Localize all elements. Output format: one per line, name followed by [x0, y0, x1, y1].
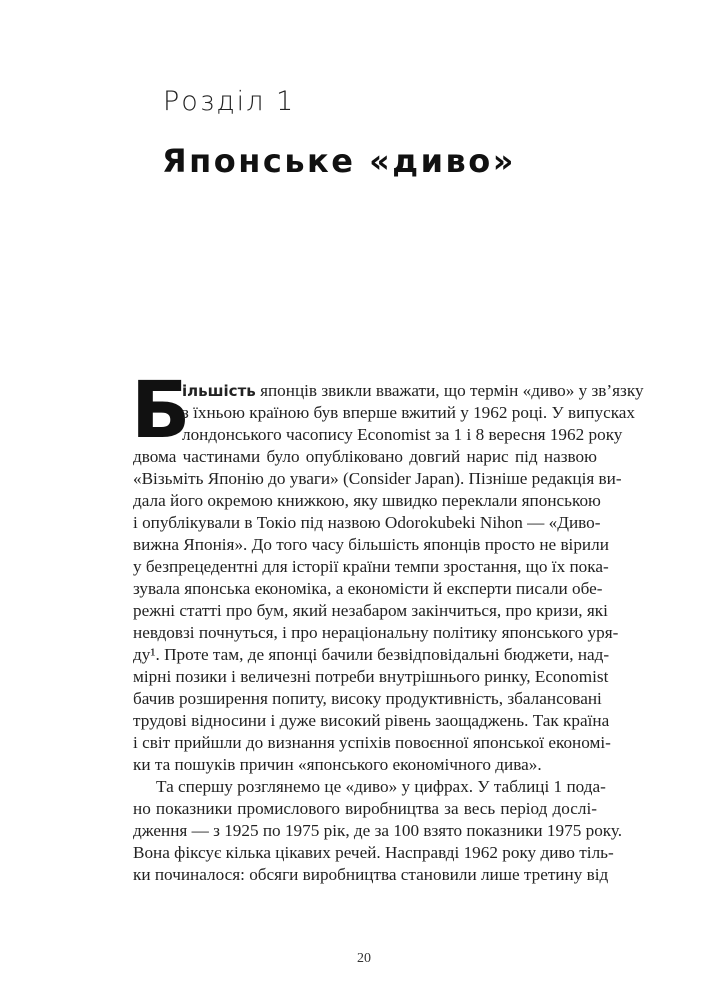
text-line — [182, 380, 644, 402]
text-line: дала його окремою книжкою, яку швидко переклали японською — [133, 491, 601, 510]
chapter-label: Розділ 1 — [163, 86, 296, 117]
text-line: ки починалося: обсяги виробництва становили лише третину від — [133, 865, 609, 884]
text-line: но показники промислового виробництва за весь період дослі- — [133, 799, 597, 818]
text-line: трудові відносини і дуже високий рівень заощаджень. Так країна — [133, 711, 610, 730]
text-line: зувала японська економіка, а економісти й експерти писали обе- — [133, 579, 603, 598]
text-line: вижна Японія». До того часу більшість японців просто не вірили — [133, 535, 609, 554]
text-line: Та спершу розглянемо це «диво» у цифрах. У таблиці 1 пода- — [156, 777, 606, 796]
text-line: і опублікували в Токіо під назвою Odorokubeki Nihon — «Диво- — [133, 513, 601, 532]
text-line: у безпрецедентні для історії країни темпи зростання, що їх пока- — [133, 557, 609, 576]
text-line: і світ прийшли до визнання успіхів повоєнної японської економі- — [133, 733, 611, 752]
text-line: мірні позики і величезні потреби внутрішнього ринку, Economist — [133, 667, 609, 686]
page-number: 20 — [357, 951, 371, 966]
drop-cap: Б — [131, 366, 191, 456]
text-line: дження — з 1925 по 1975 рік, де за 100 взято показники 1975 року. — [133, 821, 623, 840]
text-line: невдовзі почнуться, і про нераціональну політику японського уря- — [133, 623, 619, 642]
text-line: Вона фіксує кілька цікавих речей. Насправді 1962 року диво тіль- — [133, 843, 614, 862]
text-line: з їхньою країною був вперше вжитий у 1962 році. У випусках — [182, 403, 636, 422]
line-text: японців звикли вважати, що термін «диво» у зв’язку — [255, 381, 644, 400]
text-line: ки та пошуків причин «японського економічного дива». — [133, 755, 542, 774]
text-line: режні статті про бум, який незабаром закінчиться, про кризи, які — [133, 601, 608, 620]
text-line: ду¹. Проте там, де японці бачили безвідповідальні бюджети, над- — [133, 645, 610, 664]
text-line: лондонського часопису Economist за 1 і 8 вересня 1962 року — [182, 425, 623, 444]
text-line: бачив розширення попиту, високу продуктивність, збалансовані — [133, 689, 602, 708]
chapter-title: Японське «диво» — [162, 142, 516, 180]
lead-word: ільшість — [182, 382, 256, 400]
text-line: двома частинами було опубліковано довгий нарис під назвою — [133, 447, 597, 466]
text-line: «Візьміть Японію до уваги» (Consider Japan). Пізніше редакція ви- — [133, 469, 622, 488]
